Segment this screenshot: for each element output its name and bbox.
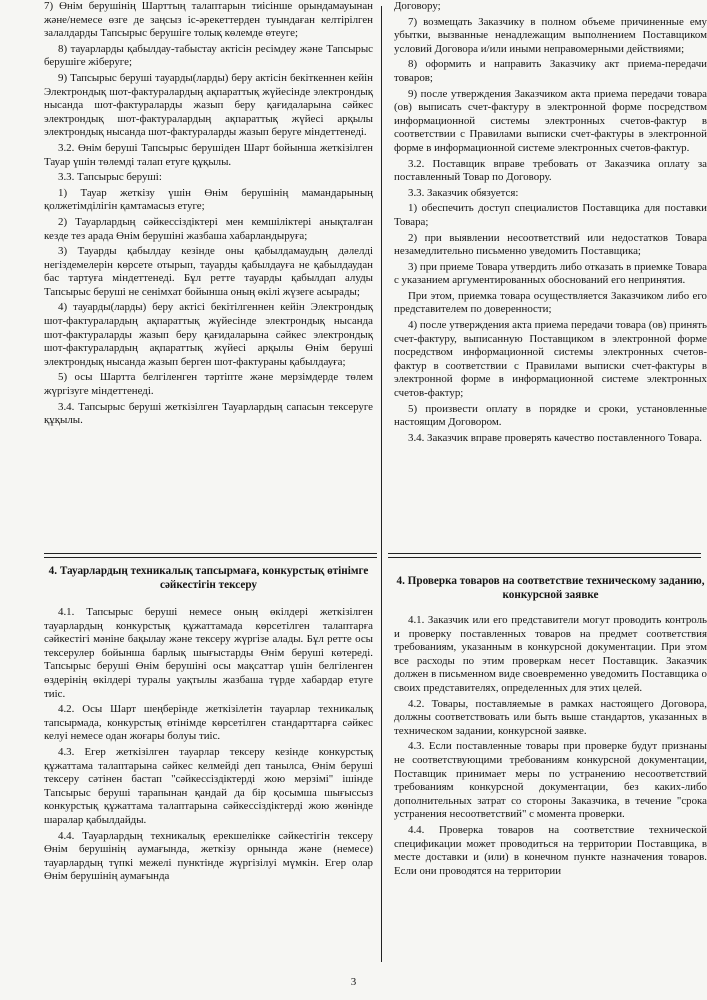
- clause-paragraph: 9) после утверждения Заказчиком акта приема передачи товара (ов) выписать счет-фактуру в электронной форме посредством информационной системы электронных счетов-фактур в соответствии с Правилами выписки счет-фактуры в электронной форме в информационной системе электронных счетов-фактур.: [394, 87, 707, 154]
- clause-paragraph: 4.2. Товары, поставляемые в рамках настоящего Договора, должны соответствовать или быть выше стандартов, указанных в техническом задании, конкурсной заявке.: [394, 697, 707, 737]
- clause-paragraph: 8) оформить и направить Заказчику акт приема-передачи товаров;: [394, 58, 707, 84]
- kazakh-bottom-clauses: [44, 606, 373, 884]
- clause-paragraph: 3.3. Тапсырыс беруші:: [58, 171, 162, 184]
- clause-paragraph: Договору;: [394, 0, 441, 12]
- clause-paragraph: 9) Тапсырыс беруші тауарды(ларды) беру актісін бекіткеннен кейін Электрондық шот-фактуралардың ақпараттық жүйесінде электрондық нысанда шот-фактураларды жазып беру қағидаларына сәйкес электрондық шот-фактуралардың ақпараттық жүйесі арқылы электрондық нысанда шот-фактураларды жазып беруге міндеттенеді.: [44, 71, 373, 139]
- clause-paragraph: 8) тауарларды қабылдау-табыстау актісін ресімдеу және Тапсырыс берушіге жіберуге;: [44, 42, 373, 69]
- kazakh-column: [44, 0, 377, 982]
- clause-paragraph: 3) при приеме Товара утвердить либо отказать в приемке Товара с указанием аргументированных обоснований его непринятия.: [394, 260, 707, 287]
- clause-paragraph: 5) осы Шартта белгіленген тәртіпте және мерзімдерде төлем жүргізуге міндеттенеді.: [44, 371, 373, 398]
- clause-paragraph: 4.1. Заказчик или его представители могут проводить контроль и проверку поставленных товаров на предмет соответствия требованиям, указанным в конкурсной документации. При этом все расходы по этим проверкам несет Поставщик. Заказчик должен в письменном виде своевременно уведомить Поставщика о своих представителях, определенных для этих целей.: [394, 614, 707, 694]
- column-divider: [381, 6, 382, 962]
- clause-paragraph: 5) произвести оплату в порядке и сроки, установленные настоящим Договором.: [394, 402, 707, 429]
- clause-paragraph: 2) Тауарлардың сәйкессіздіктері мен кемшіліктері анықталған кезде тез арада Өнім берушіні жазбаша хабарландыруға;: [44, 215, 373, 242]
- clause-paragraph: 3.4. Тапсырыс беруші жеткізілген Тауарлардың сапасын тексеруге құқылы.: [44, 400, 373, 427]
- clause-paragraph: 1) обеспечить доступ специалистов Поставщика для поставки Товара;: [394, 202, 707, 228]
- clause-paragraph: 4.1. Тапсырыс беруші немесе оның өкілдері жеткізілген тауарлардың конкурстық құжаттамада көрсетілген талаптарға сәйкестігі мәніне бақылау және тексеру жүргізе алады. Бұл ретте осы тексерулер бойынша барлық шығыстарды Өнім беруші көтереді. Тапсырыс беруші Өнім берушіні осы мақсаттар үшін белгіленген өздерінің өкілдері туралы уақтылы жазбаша түрде хабардар етуге тиіс.: [44, 606, 373, 700]
- clause-paragraph: 3) Тауарды қабылдау кезінде оны қабылдамаудың дәлелді негіздемелерін көрсете отырып, тауарды қабылдауға не қабылдаудан бас тартуға міндеттенеді. Бұл ретте тауарды қабылдап алуды Тапсырыс беруші не сенімхат бойынша оның өкілі жүзеге асырады;: [44, 245, 373, 298]
- clause-paragraph: 7) Өнім берушінің Шарттың талаптарын тиісінше орындамауынан және/немесе өзге де заңсыз іс-әрекеттерден туындаған келтірілген залалдарды Тапсырыс берушіге толық көлемде өтеуге;: [44, 0, 373, 40]
- clause-paragraph: 4) после утверждения акта приема передачи товара (ов) принять счет-фактуру, выписанную Поставщиком в электронной форме посредством информационной системы электронных счетов-фактур в соответствии с Правилами выписки счет-фактуры в электронной форме в информационной системе электронных счетов-фактур;: [394, 319, 707, 400]
- clause-paragraph: 7) возмещать Заказчику в полном объеме причиненные ему убытки, вызванные ненадлежащим выполнением Поставщиком условий Договора и/или иными неправомерными действиями;: [394, 15, 707, 55]
- clause-paragraph: 1) Тауар жеткізу үшін Өнім берушінің мамандарының қолжетімділігін қамтамасыз етуге;: [44, 186, 373, 213]
- page-number: 3: [350, 976, 357, 988]
- clause-paragraph: 3.2. Өнім беруші Тапсырыс берушіден Шарт бойынша жеткізілген Тауар үшін төлемді талап етуге құқылы.: [44, 141, 373, 168]
- clause-paragraph: 3.4. Заказчик вправе проверять качество поставленного Товара.: [408, 431, 703, 444]
- russian-section-title: 4. Проверка товаров на соответствие техническому заданию, конкурсной заявке: [396, 575, 705, 601]
- clause-paragraph: 4.3. Егер жеткізілген тауарлар тексеру кезінде конкурстық құжаттама талаптарына сәйкес келмейді деп танылса, Өнім беруші тексеру сәтінен бастап "сәйкессіздіктерді жою мерзімі" ішінде Тапсырыс беруші тарапынан қандай да бір қосымша шығыссыз конкурстық құжаттама талаптарына сәйкессіздіктерді жою жөнінде шаралар қабылдайды.: [44, 745, 373, 826]
- russian-column: [388, 0, 707, 982]
- kazakh-section-title: 4. Тауарлардың техникалық тапсырмаға, конкурстық өтінімге сәйкестігін тексеру: [48, 565, 369, 591]
- russian-bottom-clauses: [394, 614, 707, 878]
- clause-paragraph: 3.3. Заказчик обязуется:: [408, 186, 519, 199]
- clause-paragraph: 4.3. Если поставленные товары при проверке будут признаны не соответствующими требованиям конкурсной документации, Поставщик принимает меры по устранению несоответствий требованиям конкурсной документации, без каких-либо дополнительных затрат со стороны Заказчика, в течение "срока устранения несоответствий" с момента проверки.: [394, 740, 707, 821]
- clause-paragraph: При этом, приемка товара осуществляется Заказчиком либо его представителем по доверенности;: [394, 289, 707, 316]
- clause-paragraph: 4.4. Проверка товаров на соответствие технической спецификации может проводиться на территории Поставщика, в месте доставки и (или) в конечном пункте назначения товаров. Если они проводятся на территории: [394, 823, 707, 877]
- russian-top-clauses: [394, 0, 707, 548]
- clause-paragraph: 4.4. Тауарлардың техникалық ерекшелікке сәйкестігін тексеру Өнім берушінің аумағында, жеткізу орнында және (немесе) тауарлардың түпкі межелі пунктінде жүргізілуі мүмкін. Егер олар Өнім берушінің аумағында: [44, 829, 373, 883]
- clause-paragraph: 3.2. Поставщик вправе требовать от Заказчика оплату за поставленный Товар по Договору.: [394, 157, 707, 184]
- clause-paragraph: 4) тауарды(ларды) беру актісі бекітілгеннен кейін Электрондық шот-фактуралардың ақпараттық жүйесінде электрондық нысанда шот-фактураларды жазып беру қағидаларына сәйкес электрондық шот-фактуралардың ақпараттық жүйесі арқылы Өнім беруші электрондық нысанда жазып берген шот-фактураны қабылдауға;: [44, 301, 373, 368]
- kazakh-top-clauses: [44, 0, 373, 548]
- clause-paragraph: 2) при выявлении несоответствий или недостатков Товара незамедлительно письменно уведомить Поставщика;: [394, 231, 707, 258]
- clause-paragraph: 4.2. Осы Шарт шеңберінде жеткізілетін тауарлар техникалық тапсырмада, конкурстық өтінімде көрсетілген стандарттарға сәйкес келуі немесе одан жоғары болуы тиіс.: [44, 703, 373, 743]
